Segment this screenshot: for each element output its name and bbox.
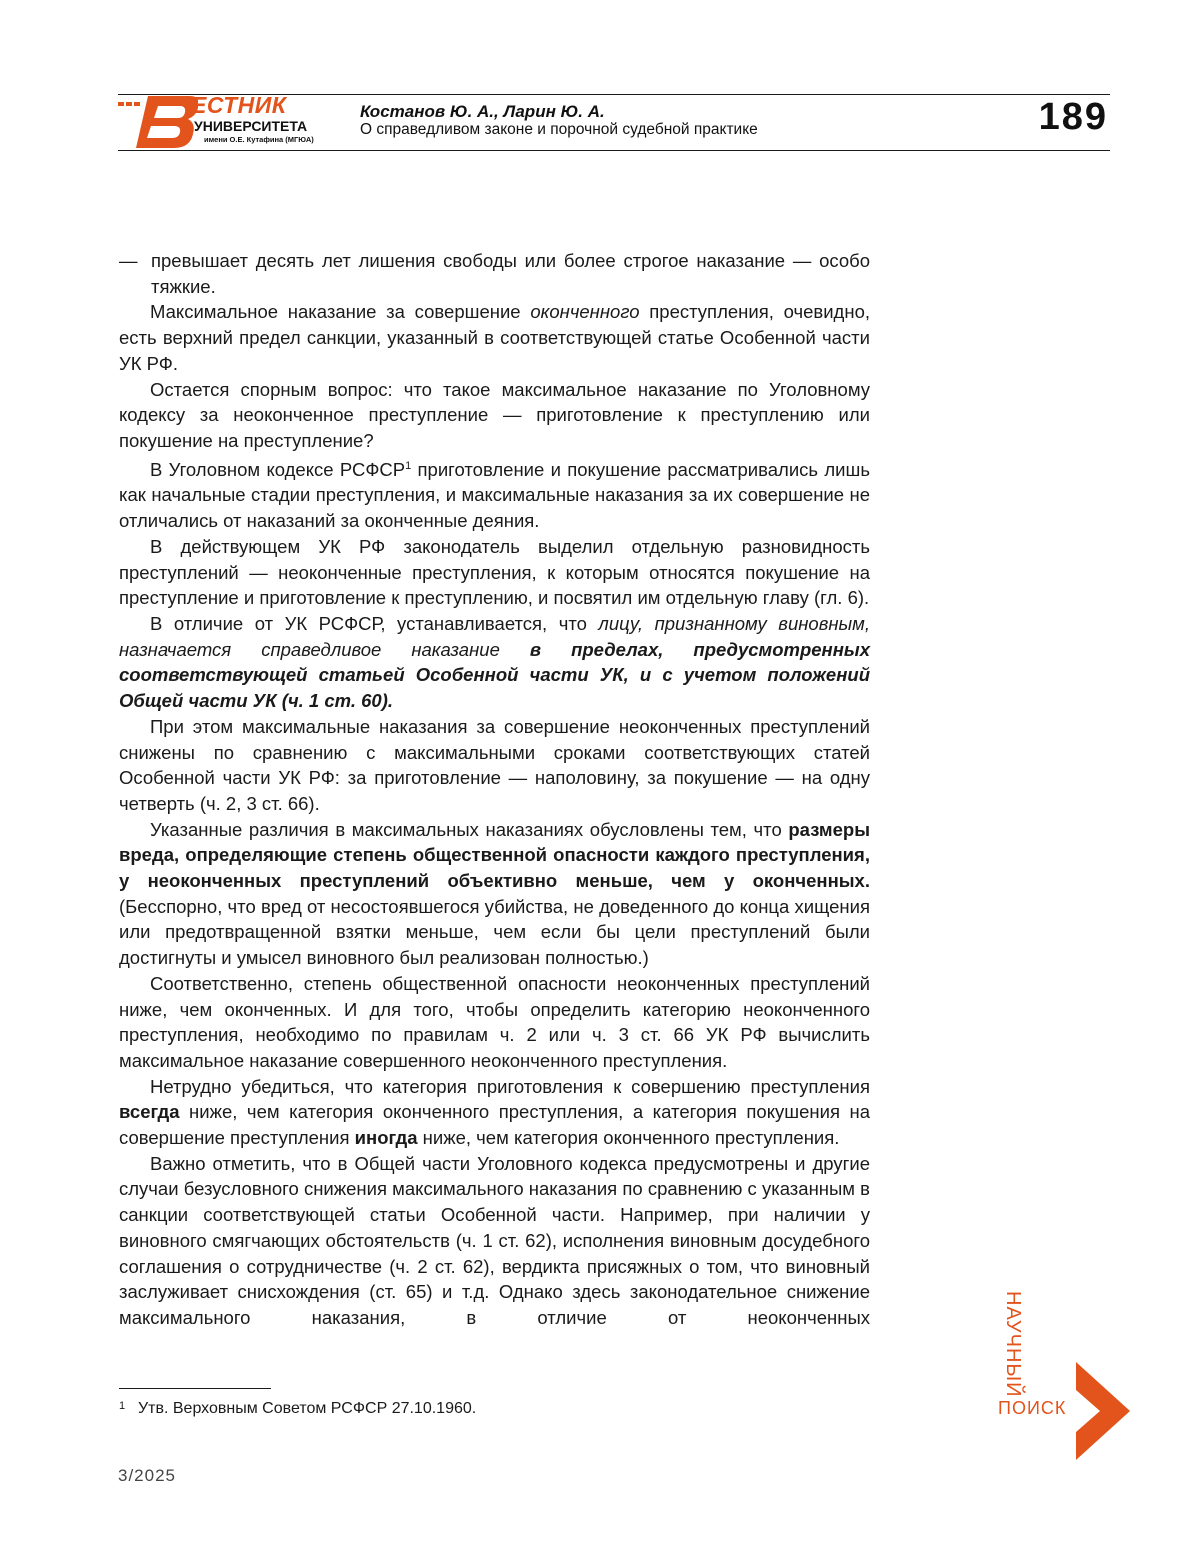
footnote-text: Утв. Верховным Советом РСФСР 27.10.1960. bbox=[138, 1400, 476, 1418]
logo-subtitle-small: имени О.Е. Кутафина (МГЮА) bbox=[204, 135, 314, 144]
header-top-rule bbox=[118, 94, 1110, 95]
header-bottom-rule bbox=[118, 150, 1110, 151]
footnote-rule bbox=[119, 1388, 271, 1389]
paragraph: Соответственно, степень общественной опасности неоконченных преступлений ниже, чем оконченных. И для того, чтобы определить категорию неоконченного преступления, необходимо по правилам ч. 2 или ч. 3 ст. 66 УК РФ вычислить максимальное наказание совершенного неоконченного преступления. bbox=[119, 971, 870, 1074]
footnote-number: 1 bbox=[119, 1400, 125, 1412]
paragraph: Указанные различия в максимальных наказаниях обусловлены тем, что размеры вреда, определяющие степень общественной опасности каждого преступления, у неоконченных преступлений объективно меньше, чем у оконченных. (Бесспорно, что вред от несостоявшегося убийства, не доведенного до конца хищения или предотвращенной взятки меньше, чем если бы цели преступлений были достигнуты и умысел виновного был реализован полностью.) bbox=[119, 817, 870, 971]
logo-title: ЕСТНИК bbox=[191, 92, 286, 118]
section-label-horizontal: ПОИСК bbox=[998, 1398, 1066, 1419]
paragraph: Остается спорным вопрос: что такое максимальное наказание по Уголовному кодексу за неоконченное преступление — приготовление к преступлению или покушение на преступление? bbox=[119, 377, 870, 454]
paragraph: Максимальное наказание за совершение оконченного преступления, очевидно, есть верхний предел санкции, указанный в соответствующей статье Особенной части УК РФ. bbox=[119, 299, 870, 376]
paragraph: Важно отметить, что в Общей части Уголовного кодекса предусмотрены и другие случаи безусловного снижения максимального наказания по сравнению с указанным в санкции соответствующей статьи Особенной части. Например, при наличии у виновного смягчающих обстоятельств (ч. 1 ст. 62), исполнения виновным досудебного соглашения о сотрудничестве (ч. 2 ст. 62), вердикта присяжных о том, что виновный заслуживает снисхождения (ст. 65) и т.д. Однако здесь законодательное снижение максимального наказания, в отличие от неоконченных bbox=[119, 1151, 870, 1331]
logo-subtitle: УНИВЕРСИТЕТА bbox=[194, 118, 307, 134]
issue-number: 3/2025 bbox=[118, 1466, 176, 1486]
paragraph: В действующем УК РФ законодатель выделил отдельную разновидность преступлений — неоконченные преступления, к которым относятся покушение на преступление и приготовление к преступлению, и посвятил им отдельную главу (гл. 6). bbox=[119, 534, 870, 611]
header-article-title: О справедливом законе и порочной судебной практике bbox=[360, 121, 758, 139]
header-authors: Костанов Ю. А., Ларин Ю. А. bbox=[360, 102, 605, 122]
paragraph: При этом максимальные наказания за совершение неоконченных преступлений снижены по сравнению с максимальными сроками соответствующих статей Особенной части УК РФ: за приготовление — наполовину, за покушение — на одну четверть (ч. 2, 3 ст. 66). bbox=[119, 714, 870, 817]
arrow-right-icon bbox=[1068, 1362, 1130, 1460]
section-label-vertical: НАУЧНЫЙ bbox=[1000, 1291, 1026, 1393]
article-body bbox=[119, 248, 870, 1331]
paragraph: В Уголовном кодексе РСФСР1 приготовление и покушение рассматривались лишь как начальные стадии преступления, и максимальные наказания за их совершение не отличались от наказаний за оконченные деяния. bbox=[119, 454, 870, 534]
logo-b-mark bbox=[118, 92, 198, 154]
page-number: 189 bbox=[1039, 96, 1108, 139]
journal-logo bbox=[118, 92, 328, 154]
list-dash: — bbox=[119, 248, 138, 274]
paragraph: Нетрудно убедиться, что категория приготовления к совершению преступления всегда ниже, чем категория оконченного преступления, а категория покушения на совершение преступления иногда ниже, чем категория оконченного преступления. bbox=[119, 1074, 870, 1151]
footnote-ref: 1 bbox=[405, 460, 411, 472]
paragraph: В отличие от УК РСФСР, устанавливается, что лицу, признанному виновным, назначается справедливое наказание в пределах, предусмотренных соответствующей статьей Особенной части УК, и с учетом положений Общей части УК (ч. 1 ст. 60). bbox=[119, 611, 870, 714]
paragraph: — превышает десять лет лишения свободы или более строгое наказание — особо тяжкие. bbox=[119, 248, 870, 299]
